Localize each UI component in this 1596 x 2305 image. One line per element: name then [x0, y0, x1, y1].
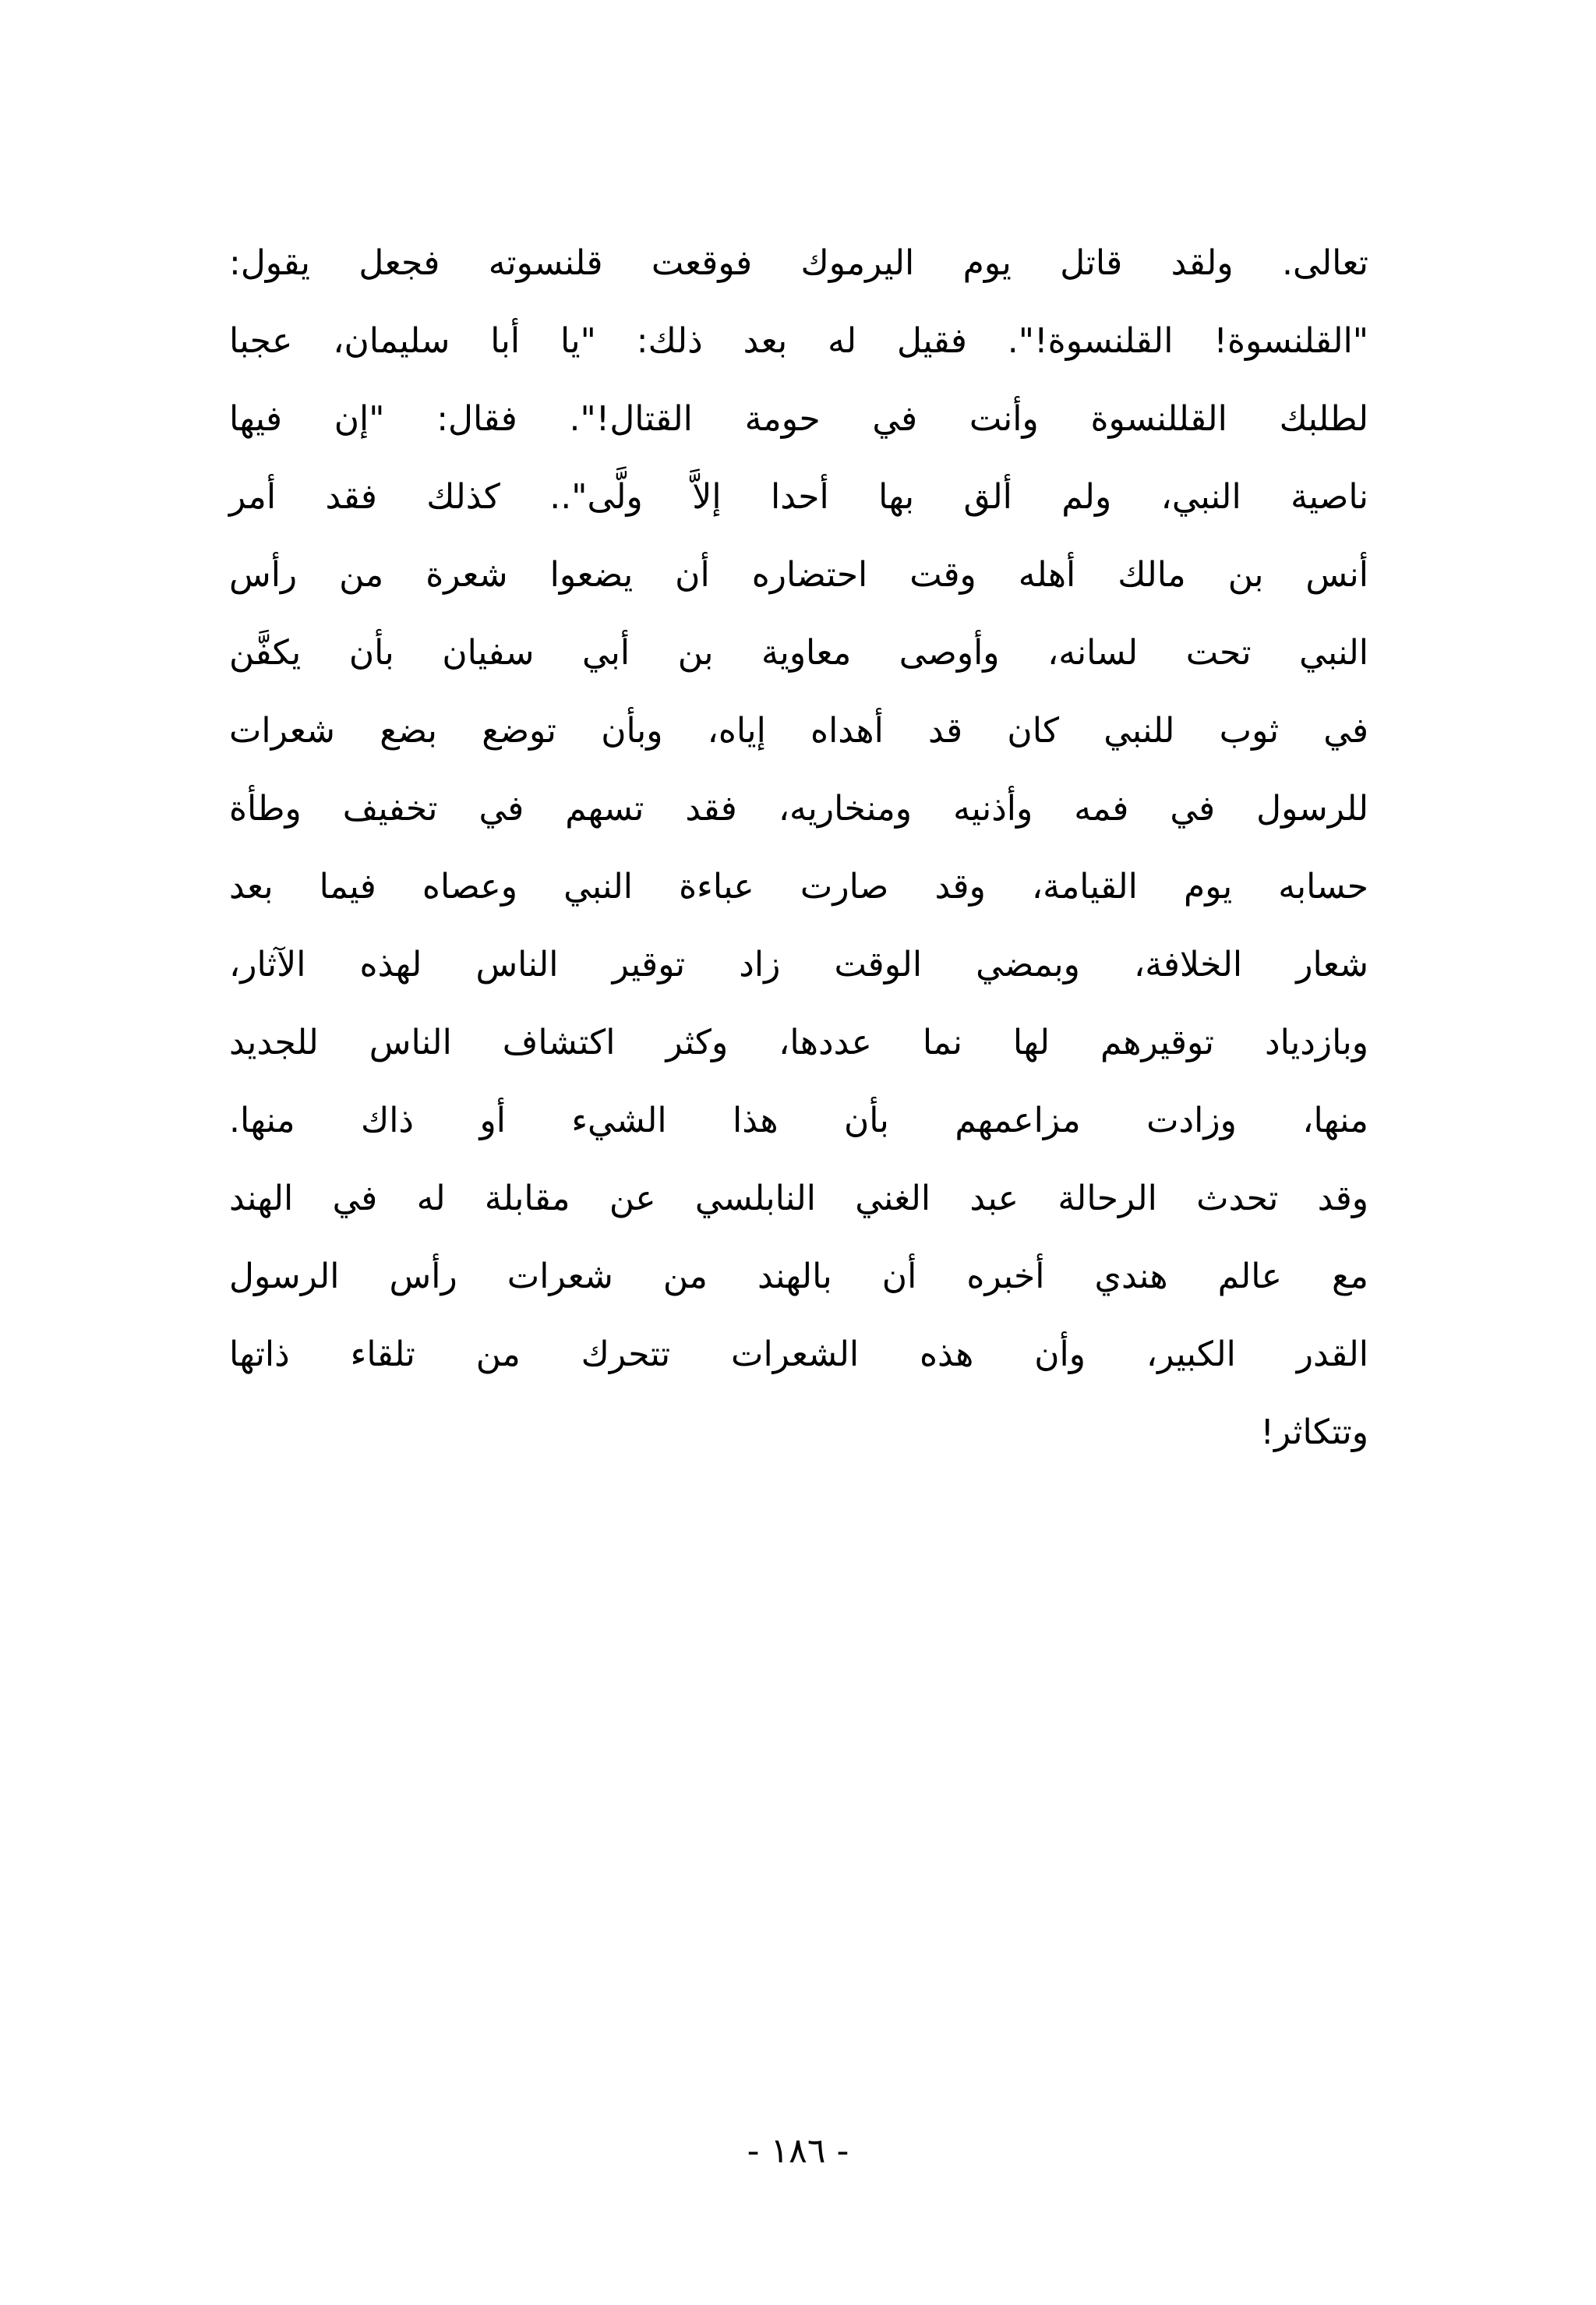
- text-line: تعالى. ولقد قاتل يوم اليرموك فوقعت قلنسوته فجعل يقول:: [229, 243, 1368, 283]
- page-number: - ١٨٦ -: [747, 2131, 849, 2171]
- body-text: [229, 224, 1368, 1472]
- text-line: للرسول في فمه وأذنيه ومنخاريه، فقد تسهم في تخفيف وطأة: [229, 789, 1368, 829]
- text-line: "القلنسوة! القلنسوة!". فقيل له بعد ذلك: "يا أبا سليمان، عجبا: [229, 321, 1368, 361]
- text-line: حسابه يوم القيامة، وقد صارت عباءة النبي وعصاه فيما بعد: [229, 867, 1368, 907]
- text-line: لطلبك القللنسوة وأنت في حومة القتال!". فقال: "إن فيها: [229, 399, 1368, 439]
- text-line: وتتكاثر!: [1260, 1412, 1368, 1452]
- text-line: وبازدياد توقيرهم لها نما عددها، وكثر اكتشاف الناس للجديد: [229, 1023, 1368, 1062]
- text-line: شعار الخلافة، وبمضي الوقت زاد توقير الناس لهذه الآثار،: [229, 945, 1368, 985]
- text-line: النبي تحت لسانه، وأوصى معاوية بن أبي سفيان بأن يكفَّن: [229, 633, 1368, 673]
- text-line: في ثوب للنبي كان قد أهداه إياه، وبأن توضع بضع شعرات: [229, 711, 1368, 751]
- text-line: القدر الكبير، وأن هذه الشعرات تتحرك من تلقاء ذاتها: [229, 1335, 1368, 1374]
- text-line: ناصية النبي، ولم ألق بها أحدا إلاَّ ولَّى".. كذلك فقد أمر: [229, 477, 1368, 517]
- text-line: مع عالم هندي أخبره أن بالهند من شعرات رأس الرسول: [229, 1257, 1368, 1296]
- text-line: أنس بن مالك أهله وقت احتضاره أن يضعوا شعرة من رأس: [229, 555, 1368, 595]
- text-line: منها، وزادت مزاعمهم بأن هذا الشيء أو ذاك منها.: [229, 1101, 1368, 1140]
- text-line: وقد تحدث الرحالة عبد الغني النابلسي عن مقابلة له في الهند: [229, 1179, 1368, 1218]
